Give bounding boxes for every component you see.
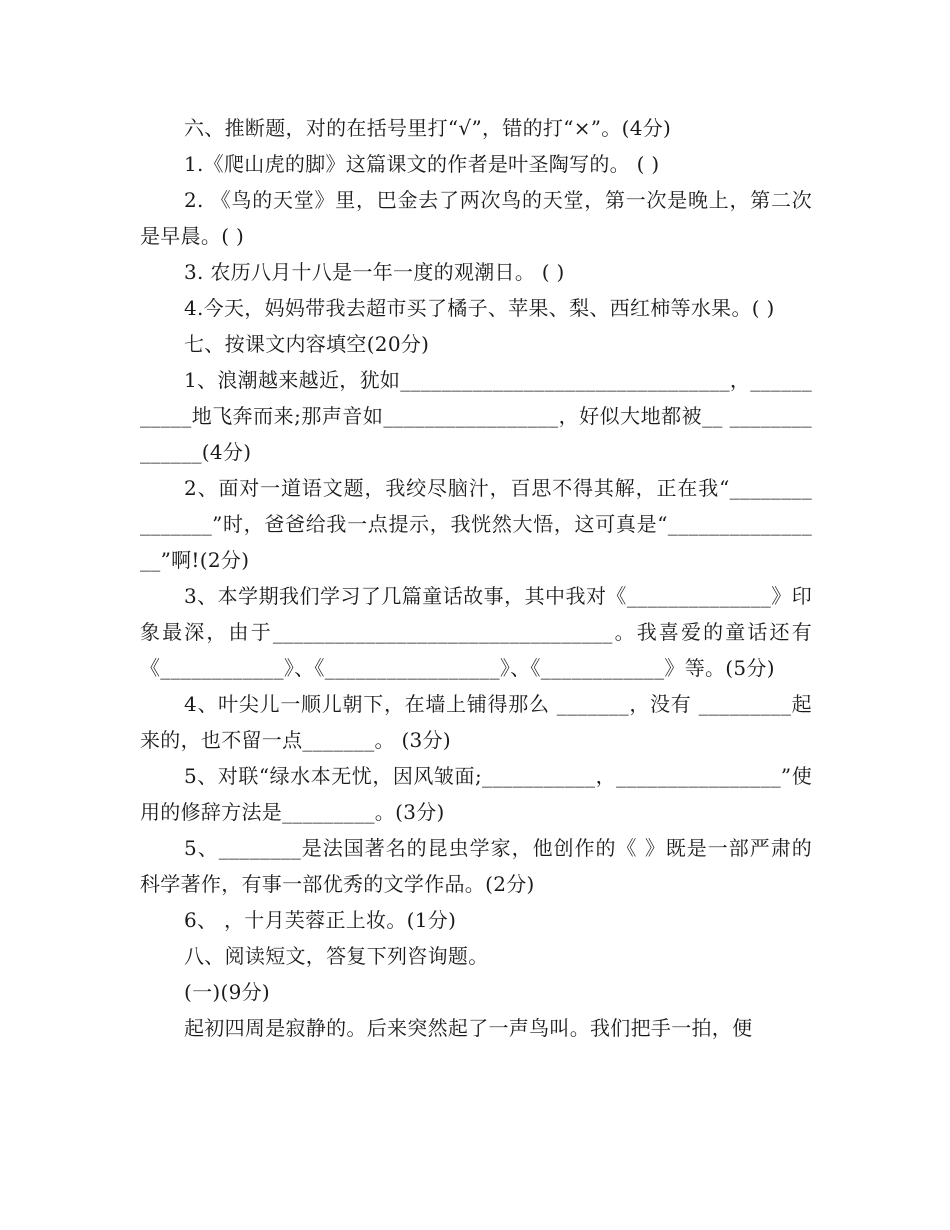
- section-heading-reading: 八、阅读短文，答复下列咨询题。: [184, 944, 489, 968]
- subsection-heading: (一)(9分): [184, 980, 271, 1004]
- question-item: 1、浪潮越来越近，犹如________________________________，___________地飞奔而来;那声音如_________________，好似大地都被__ ______________(4分): [140, 368, 812, 464]
- question-item: 5、对联“绿水本无忧，因风皱面;___________，________________”使用的修辞方法是_________。(3分): [140, 764, 812, 824]
- document-body: [140, 110, 812, 1046]
- question-item: 3、本学期我们学习了几篇童话故事，其中我对《______________》印象最深，由于_________________________________。我喜爱的童话还有《____________》、《_________________》、《____________》等。(5分): [140, 584, 812, 680]
- question-item: 5、________是法国著名的昆虫学家，他创作的《 》既是一部严肃的科学著作，有事一部优秀的文学作品。(2分): [140, 836, 812, 896]
- section-heading-true-false: 六、推断题，对的在括号里打“√”，错的打“×”。(4分): [184, 116, 672, 140]
- reading-passage-line: 起初四周是寂静的。后来突然起了一声鸟叫。我们把手一拍，便: [184, 1016, 753, 1040]
- question-item: 4.今天，妈妈带我去超市买了橘子、苹果、梨、西红柿等水果。( ): [184, 296, 775, 320]
- question-item: 4、叶尖儿一顺儿朝下，在墙上铺得那么 _______，没有 _________起来的，也不留一点_______。 (3分): [140, 692, 812, 752]
- question-item: 3. 农历八月十八是一年一度的观潮日。 ( ): [184, 260, 565, 284]
- section-heading-fill-blank: 七、按课文内容填空(20分): [184, 332, 430, 356]
- question-item: 6、 ，十月芙蓉正上妆。(1分): [184, 908, 457, 932]
- question-item: 2. 《鸟的天堂》里，巴金去了两次鸟的天堂，第一次是晚上，第二次是早晨。( ): [140, 188, 812, 248]
- question-item: 1.《爬山虎的脚》这篇课文的作者是叶圣陶写的。 ( ): [184, 152, 660, 176]
- question-item: 2、面对一道语文题，我绞尽脑汁，百思不得其解，正在我“________ _______”时，爸爸给我一点提示，我恍然大悟，这可真是“________________”啊!(2分): [140, 476, 812, 572]
